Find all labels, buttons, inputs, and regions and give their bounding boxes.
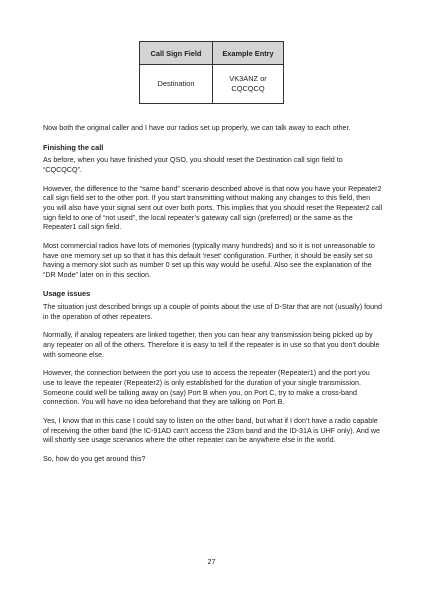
page-number: 27 <box>207 557 216 566</box>
paragraph-same-band-difference: However, the difference to the “same band” scenario described above is that now you have your Repeater2 call sign field set to the other port. If you start transmitting without making any changes to this field, then you will also have your signal sent out over both ports. This implies that you should reset the Repeater2 call sign field to one of “not used”, the local repeater’s gateway call sign (preferred) or the same as the Repeater1 call sign field. <box>43 184 383 232</box>
body-text <box>43 124 383 474</box>
table-header-call-sign-field: Call Sign Field <box>140 42 213 65</box>
paragraph-situation: The situation just described brings up a couple of points about the use of D-Star that are not (usually) found in the operation of other repeaters. <box>43 303 382 321</box>
paragraph-setup: Now both the original caller and I have our radios set up properly, we can talk away to each other. <box>43 124 351 132</box>
table-cell-destination: Destination <box>140 65 213 104</box>
heading-finishing-the-call: Finishing the call <box>43 142 104 152</box>
table-row <box>140 65 284 104</box>
heading-usage-issues: Usage issues <box>43 289 91 299</box>
table-cell-example-line2: CQCQCQ <box>231 84 265 93</box>
paragraph-memories: Most commercial radios have lots of memories (typically many hundreds) and so it is not unreasonable to have one memory set up so that it has this default ‘reset’ configuration. Further, it should be easily set so having a memory slot such as number 0 set up this way would be useful. Also see the explanation of the “DR Mode” later on in this section. <box>43 241 375 279</box>
call-sign-table <box>139 41 284 104</box>
table-header-row <box>140 42 284 65</box>
table-cell-example-line1: VK3ANZ or <box>229 74 267 83</box>
table-cell-example <box>213 65 284 104</box>
paragraph-connection: However, the connection between the port you use to access the repeater (Repeater1) and the port you use to leave the repeater (Repeater2) is only established for the duration of your single transmission. Someone could well be talking away on (say) Port B when you, on Port C, try to make a cross-band connection. You will have no idea beforehand that they are talking on Port B. <box>43 369 370 407</box>
paragraph-reset-destination: As before, when you have finished your QSO, you should reset the Destination call sign field to “CQCQCQ”. <box>43 156 343 174</box>
paragraph-analog-repeaters: Normally, if analog repeaters are linked together, then you can hear any transmission being picked up by any repeater on all of the others. Therefore it is easy to tell if the repeater is in use so that you don’t double with someone else. <box>43 331 380 359</box>
paragraph-other-band: Yes, I know that in this case I could say to listen on the other band, but what if I don’t have a radio capable of receiving the other band (the IC-91AD can’t access the 23cm band and the ID-31A is UHF only). And we will shortly see usage scenarios where the other repeater can be anywhere else in the world. <box>43 416 380 445</box>
table-header-example-entry: Example Entry <box>213 42 284 65</box>
paragraph-question: So, how do you get around this? <box>43 454 146 463</box>
